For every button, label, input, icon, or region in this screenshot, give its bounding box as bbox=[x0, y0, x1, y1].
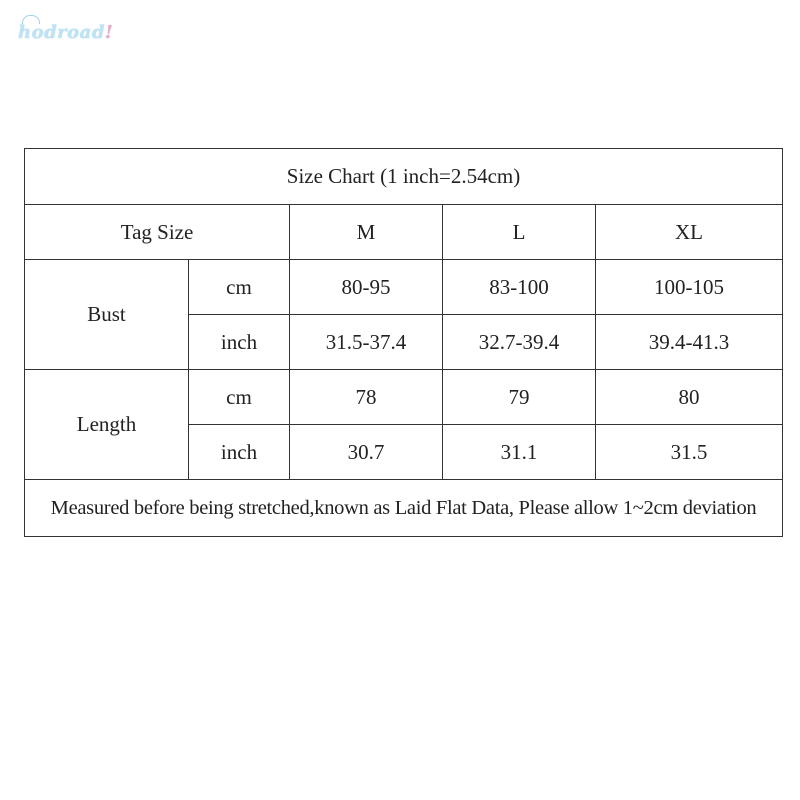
tag-size-label: Tag Size bbox=[25, 205, 290, 260]
unit-label: inch bbox=[189, 425, 290, 480]
table-cell: 31.5-37.4 bbox=[290, 315, 443, 370]
size-header-l: L bbox=[443, 205, 596, 260]
table-row bbox=[25, 260, 783, 315]
table-cell: 31.5 bbox=[596, 425, 783, 480]
table-cell: 31.1 bbox=[443, 425, 596, 480]
size-header-m: M bbox=[290, 205, 443, 260]
brand-suffix: ! bbox=[104, 22, 114, 43]
table-cell: 80-95 bbox=[290, 260, 443, 315]
table-row bbox=[25, 370, 783, 425]
brand-name: hodroad bbox=[18, 22, 105, 43]
note-row bbox=[25, 480, 783, 537]
table-cell: 100-105 bbox=[596, 260, 783, 315]
table-cell: 79 bbox=[443, 370, 596, 425]
table-cell: 80 bbox=[596, 370, 783, 425]
table-cell: 78 bbox=[290, 370, 443, 425]
cloud-icon bbox=[22, 15, 40, 24]
measure-label-bust: Bust bbox=[25, 260, 189, 370]
table-cell: 39.4-41.3 bbox=[596, 315, 783, 370]
brand-logo bbox=[18, 22, 113, 43]
header-row bbox=[25, 205, 783, 260]
measurement-note: Measured before being stretched,known as Laid Flat Data, Please allow 1~2cm deviation bbox=[25, 480, 783, 537]
title-row bbox=[25, 149, 783, 205]
unit-label: inch bbox=[189, 315, 290, 370]
unit-label: cm bbox=[189, 370, 290, 425]
size-chart-title: Size Chart (1 inch=2.54cm) bbox=[25, 149, 783, 205]
table-cell: 32.7-39.4 bbox=[443, 315, 596, 370]
unit-label: cm bbox=[189, 260, 290, 315]
size-header-xl: XL bbox=[596, 205, 783, 260]
table-cell: 30.7 bbox=[290, 425, 443, 480]
table-cell: 83-100 bbox=[443, 260, 596, 315]
measure-label-length: Length bbox=[25, 370, 189, 480]
size-chart-table bbox=[24, 148, 783, 537]
